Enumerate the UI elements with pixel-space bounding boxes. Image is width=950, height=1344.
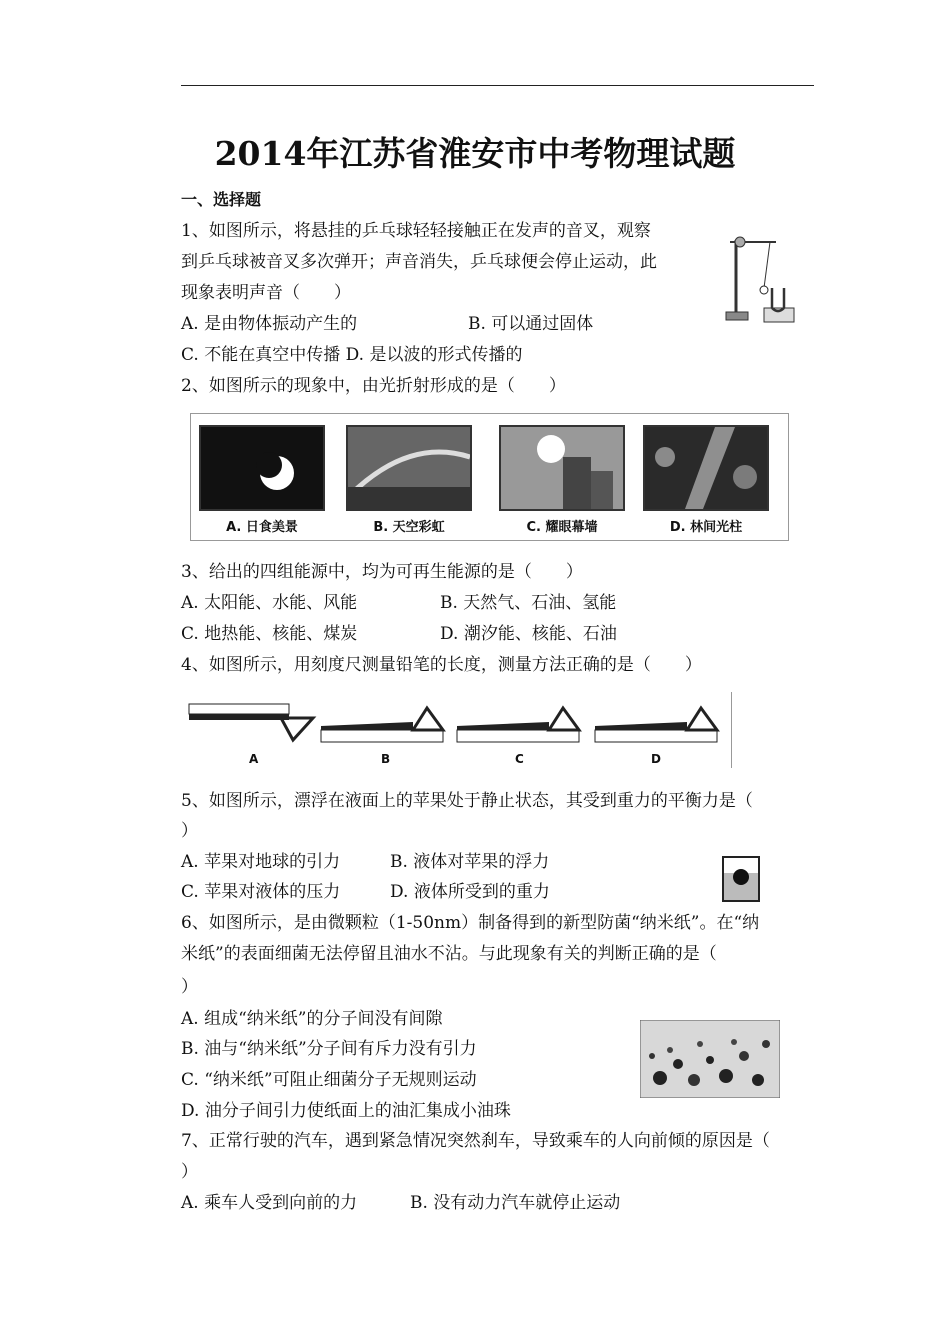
q2-figure-panel — [190, 413, 789, 541]
q4-question: 4、如图所示，用刻度尺测量铅笔的长度，测量方法正确的是（ ） — [181, 655, 702, 675]
q3-option-b: B. 天然气、石油、氢能 — [440, 593, 617, 613]
q4-caption-a: A — [249, 752, 259, 766]
q2-question: 2、如图所示的现象中，由光折射形成的是（ ） — [181, 376, 566, 396]
apple-beaker-figure — [719, 853, 765, 905]
q6-line-1: 6、如图所示，是由微颗粒（1-50nm）制备得到的新型防菌“纳米纸”。在“纳 — [181, 913, 760, 933]
header-rule — [181, 85, 814, 86]
q4-caption-c: C — [515, 752, 524, 766]
q2-caption-c: C. 耀眼幕墙 — [526, 520, 598, 535]
page-title: 2014年江苏省淮安市中考物理试题 — [214, 134, 736, 173]
q4-caption-b: B — [381, 752, 391, 766]
forest-light-photo — [643, 425, 769, 511]
q5-line-2: ） — [181, 821, 198, 841]
q4-caption-d: D — [651, 752, 661, 766]
q3-option-d: D. 潮汐能、核能、石油 — [440, 624, 617, 644]
q1-option-cd: C. 不能在真空中传播 D. 是以波的形式传播的 — [181, 345, 523, 365]
q7-option-a: A. 乘车人受到向前的力 — [181, 1193, 358, 1213]
ruler-diagrams — [181, 692, 731, 750]
q5-option-c: C. 苹果对液体的压力 — [181, 882, 341, 902]
rainbow-photo — [346, 425, 472, 511]
q2-caption-d: D. 林间光柱 — [669, 520, 743, 535]
q1-line-3: 现象表明声音（ ） — [181, 283, 351, 303]
q5-line-1: 5、如图所示，漂浮在液面上的苹果处于静止状态，其受到重力的平衡力是（ — [181, 791, 753, 811]
q7-line-1: 7、正常行驶的汽车，遇到紧急情况突然刹车，导致乘车的人向前倾的原因是（ — [181, 1131, 770, 1151]
q7-option-b: B. 没有动力汽车就停止运动 — [410, 1193, 621, 1213]
q3-option-a: A. 太阳能、水能、风能 — [181, 593, 358, 613]
q5-option-d: D. 液体所受到的重力 — [390, 882, 550, 902]
q6-line-3: ） — [181, 977, 198, 997]
eclipse-photo — [199, 425, 325, 511]
q2-caption-a: A. 日食美景 — [226, 520, 298, 535]
glass-wall-photo — [499, 425, 625, 511]
section-heading: 一、选择题 — [181, 190, 262, 209]
q5-option-a: A. 苹果对地球的引力 — [181, 852, 341, 872]
q6-line-2: 米纸”的表面细菌无法停留且油水不沾。与此现象有关的判断正确的是（ — [181, 944, 717, 964]
tuning-fork-figure — [720, 228, 800, 328]
q6-option-c: C. “纳米纸”可阻止细菌分子无规则运动 — [181, 1070, 477, 1090]
q6-option-b: B. 油与“纳米纸”分子间有斥力没有引力 — [181, 1039, 477, 1059]
q6-option-a: A. 组成“纳米纸”的分子间没有间隙 — [181, 1009, 443, 1029]
nano-paper-figure — [640, 1020, 780, 1098]
q7-line-2: ） — [181, 1162, 198, 1182]
q1-line-2: 到乒乓球被音叉多次弹开；声音消失，乒乓球便会停止运动，此 — [181, 252, 657, 272]
q6-option-d: D. 油分子间引力使纸面上的油汇集成小油珠 — [181, 1101, 511, 1121]
q5-option-b: B. 液体对苹果的浮力 — [390, 852, 550, 872]
q1-option-a: A. 是由物体振动产生的 — [181, 314, 358, 334]
q3-option-c: C. 地热能、核能、煤炭 — [181, 624, 358, 644]
q1-option-b: B. 可以通过固体 — [468, 314, 594, 334]
q1-line-1: 1、如图所示，将悬挂的乒乓球轻轻接触正在发声的音叉，观察 — [181, 221, 651, 241]
q4-figure-panel — [181, 692, 732, 768]
q3-question: 3、给出的四组能源中，均为可再生能源的是（ ） — [181, 562, 583, 582]
q2-caption-b: B. 天空彩虹 — [373, 520, 445, 535]
